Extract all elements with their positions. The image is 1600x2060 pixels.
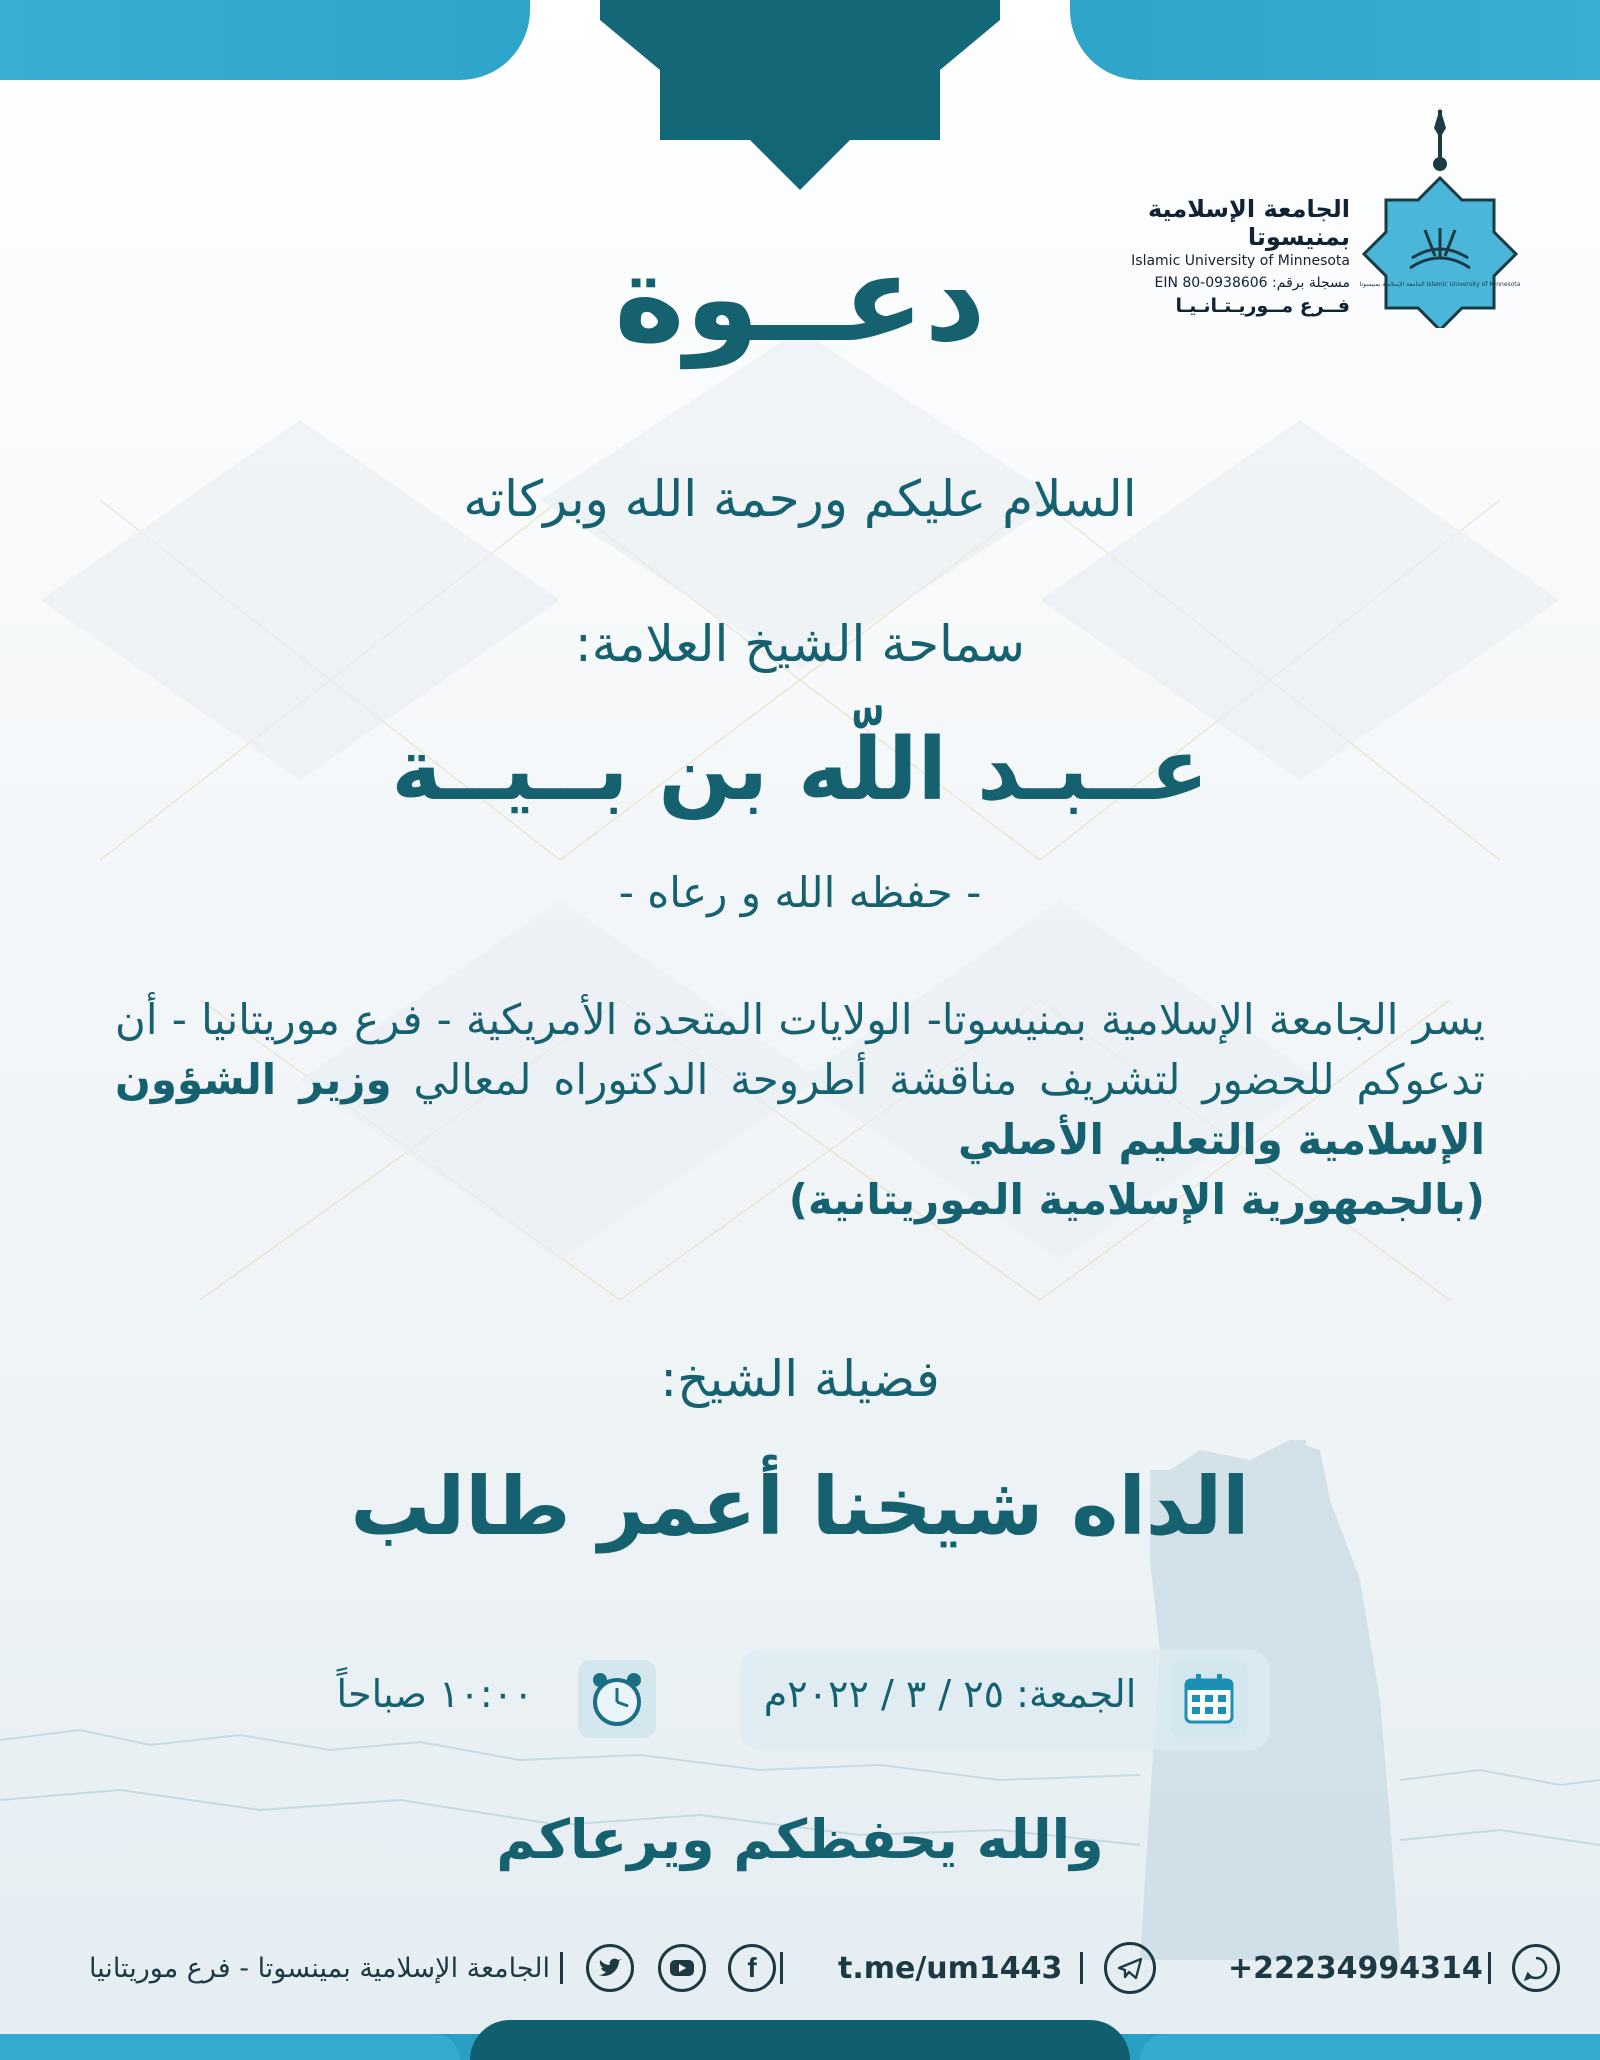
whatsapp-icon — [1512, 1944, 1560, 1992]
youtube-link[interactable] — [658, 1938, 706, 1998]
event-time: ١٠:٠٠ صباحاً — [336, 1672, 534, 1716]
invitation-title: دعــوة — [614, 230, 986, 369]
logo-arabic-name: الجامعة الإسلامية بمنيسوتا — [1148, 195, 1350, 251]
bottom-band — [0, 2034, 1600, 2060]
sheikh-honorific: سماحة الشيخ العلامة: — [574, 615, 1026, 673]
country-name: (بالجمهورية الإسلامية الموريتانية) — [788, 1175, 1485, 1224]
greeting: السلام عليكم ورحمة الله وبركاته — [463, 470, 1137, 528]
facebook-icon: f — [728, 1944, 776, 1992]
twitter-icon — [586, 1944, 634, 1992]
top-star-badge — [600, 0, 1000, 200]
calendar-icon-box — [1170, 1660, 1248, 1738]
emblem-caption: الجامعة الإسلامية بمنيسوتا Islamic University of Minnesota — [1360, 281, 1520, 288]
telegram-icon — [1104, 1942, 1156, 1994]
blessing: - حفظه الله و رعاه - — [618, 868, 982, 917]
top-right-corner-band — [1070, 0, 1600, 80]
phone-number[interactable]: +22234994314 — [1228, 1950, 1483, 1986]
footer-separator — [560, 1952, 563, 1984]
footer-separator — [1488, 1952, 1491, 1984]
candidate-name: الداه شيخنا أعمر طالب — [350, 1460, 1250, 1553]
alarm-clock-icon — [588, 1670, 646, 1728]
telegram-handle[interactable]: t.me/um1443 — [838, 1950, 1063, 1986]
contact-footer — [0, 1938, 1600, 1998]
registration-number: EIN 80-0938606 :مسجلة برقم — [1154, 275, 1350, 291]
youtube-icon — [658, 1944, 706, 1992]
footer-separator — [780, 1952, 783, 1984]
event-date: الجمعة: ٢٥ / ٣ / ٢٠٢٢م — [763, 1672, 1137, 1716]
facebook-link[interactable] — [728, 1938, 776, 1998]
invitation-body — [115, 990, 1485, 1230]
branch-name: فــرع مــوريـتـانـيـا — [1175, 295, 1350, 317]
footer-separator — [1080, 1952, 1083, 1984]
logo-english-name: Islamic University of Minnesota — [1131, 253, 1350, 269]
organization-name: الجامعة الإسلامية بمينسوتا - فرع موريتانيا — [88, 1952, 550, 1984]
top-left-corner-band — [0, 0, 530, 80]
calendar-icon — [1182, 1672, 1236, 1726]
closing-line: والله يحفظكم ويرعاكم — [496, 1808, 1104, 1871]
twitter-link[interactable] — [586, 1938, 634, 1998]
minister-title: وزير الشؤون الإسلامية والتعليم الأصلي — [115, 1055, 1485, 1164]
whatsapp-link[interactable] — [1512, 1938, 1560, 1998]
sheikh-name: عــبـد اللّه بن بــيــة — [391, 720, 1209, 820]
telegram-link[interactable] — [1104, 1938, 1156, 1998]
candidate-honorific: فضيلة الشيخ: — [660, 1350, 940, 1408]
clock-icon-box — [578, 1660, 656, 1738]
body-text: يسر الجامعة الإسلامية بمنيسوتا- الولايات المتحدة الأمريكية - فرع موريتانيا - أن تدعوكم للحضور لتشريف مناقشة أطروحة الدكتوراه لمعالي — [115, 995, 1485, 1104]
